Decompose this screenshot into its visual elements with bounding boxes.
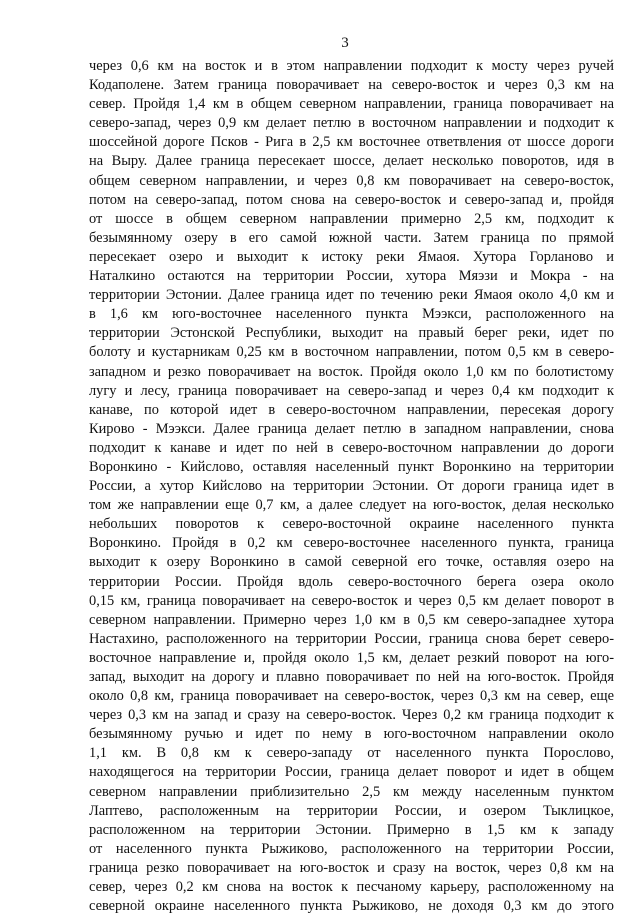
text-line: граница резко поворачивает на юго-восток и сразу на восток, через 0,8 км на (89, 859, 614, 876)
text-line: северном направлении. Примерно через 1,0 км в 0,5 км северо-западнее хутора (89, 611, 614, 628)
text-line: расположенном на территории Эстонии. Примерно в 1,5 км к западу (89, 821, 614, 838)
text-line: 0,15 км, граница поворачивает на северо-восток и через 0,5 км делает поворот в (89, 592, 614, 609)
body-paragraph (89, 57, 614, 916)
text-line: том же направлении еще 0,7 км, а далее следует на юго-восток, делая несколько (89, 497, 614, 514)
text-line: Лаптево, расположенным на территории России, и озером Тыклицкое, (89, 802, 614, 819)
text-line: лугу и лесу, граница поворачивает на северо-запад и через 0,4 км подходит к (89, 382, 614, 399)
text-line: около 0,8 км, граница поворачивает на северо-восток, через 0,3 км на север, еще (89, 688, 614, 705)
text-line: пересекает озеро и выходит к истоку реки Ямаоя. Хутора Горланово и (89, 248, 614, 265)
text-line: выходит к озеру Воронкино в самой северной его точке, оставляя озеро на (89, 554, 614, 571)
text-line: территории Эстонской Республики, выходит на правый берег реки, идет по (89, 325, 614, 342)
text-line: восточное направление и, пройдя около 1,5 км, делает резкий поворот на юго- (89, 649, 614, 666)
text-line: небольших поворотов к северо-восточной окраине населенного пункта (89, 516, 614, 533)
text-line: территории Эстонии. Далее граница идет по течению реки Ямаоя около 4,0 км и (89, 287, 614, 304)
text-line: 1,1 км. В 0,8 км к северо-западу от населенного пункта Порослово, (89, 745, 614, 762)
text-line: север, через 0,2 км снова на восток к песчаному карьеру, расположенному на (89, 879, 614, 896)
text-line: от населенного пункта Рыжиково, расположенного на территории России, (89, 840, 614, 857)
text-line: северо-запад, через 0,9 км делает петлю в восточном направлении и подходит к (89, 115, 614, 132)
text-line: запад, выходит на дорогу и плавно поворачивает по ней на юго-восток. Пройдя (89, 669, 614, 685)
text-line: на Выру. Далее граница пересекает шоссе, делает несколько поворотов, идя в (89, 153, 614, 170)
page-number: 3 (341, 35, 349, 51)
text-line: северной окраине населенного пункта Рыжиково, не доходя 0,3 км до этого (89, 898, 614, 915)
text-line: канаве, по которой идет в северо-восточном направлении, пересекая дорогу (89, 401, 614, 418)
text-line: Воронкино - Кийслово, оставляя населенный пункт Воронкино на территории (89, 458, 614, 475)
text-line: Кирово - Мээкси. Далее граница делает петлю в западном направлении, снова (89, 420, 614, 437)
text-line: подходит к канаве и идет по ней в северо-восточном направлении до дороги (89, 439, 614, 456)
text-line: шоссейной дороге Псков - Рига в 2,5 км восточнее ответвления от шоссе дороги (89, 134, 614, 151)
text-line: Воронкино. Пройдя в 0,2 км северо-восточнее населенного пункта, граница (89, 535, 614, 552)
text-line: России, а хутор Кийслово на территории Эстонии. От дороги граница идет в (89, 478, 614, 495)
text-line: общем северном направлении, и через 0,8 км поворачивает на северо-восток, (89, 172, 614, 189)
text-line: Настахино, расположенного на территории России, граница снова берет северо- (89, 630, 614, 647)
text-line: территории России. Пройдя вдоль северо-восточного берега озера около (89, 573, 614, 590)
text-line: северном направлении приблизительно 2,5 км между населенным пунктом (89, 783, 614, 800)
text-line: безымянному ручью и идет по нему в юго-восточном направлении около (89, 726, 614, 743)
text-line: через 0,3 км на запад и сразу на северо-восток. Через 0,2 км граница подходит к (89, 707, 614, 724)
text-line: через 0,6 км на восток и в этом направлении подходит к мосту через ручей (89, 58, 614, 74)
text-line: Наталкино остаются на территории России, хутора Мяэзи и Мокра - на (89, 268, 614, 285)
text-line: в 1,6 км юго-восточнее населенного пункта Мээкси, расположенного на (89, 306, 614, 323)
text-line: болоту и кустарникам 0,25 км в восточном направлении, потом 0,5 км в северо- (89, 344, 614, 361)
text-line: Кодаполене. Затем граница поворачивает на северо-восток и через 0,3 км на (89, 77, 614, 94)
text-line: безымянному озеру в его самой южной части. Затем граница по прямой (89, 229, 614, 246)
text-line: потом на северо-запад, потом снова на северо-восток и северо-запад и, пройдя (89, 191, 614, 208)
text-line: находящегося на территории России, граница делает поворот и идет в общем (89, 764, 614, 781)
text-line: от шоссе в общем северном направлении примерно 2,5 км, подходит к (89, 210, 614, 227)
text-line: западном и резко поворачивает на восток. Пройдя около 1,0 км по болотистому (89, 363, 614, 380)
text-line: север. Пройдя 1,4 км в общем северном направлении, граница поворачивает на (89, 96, 614, 113)
